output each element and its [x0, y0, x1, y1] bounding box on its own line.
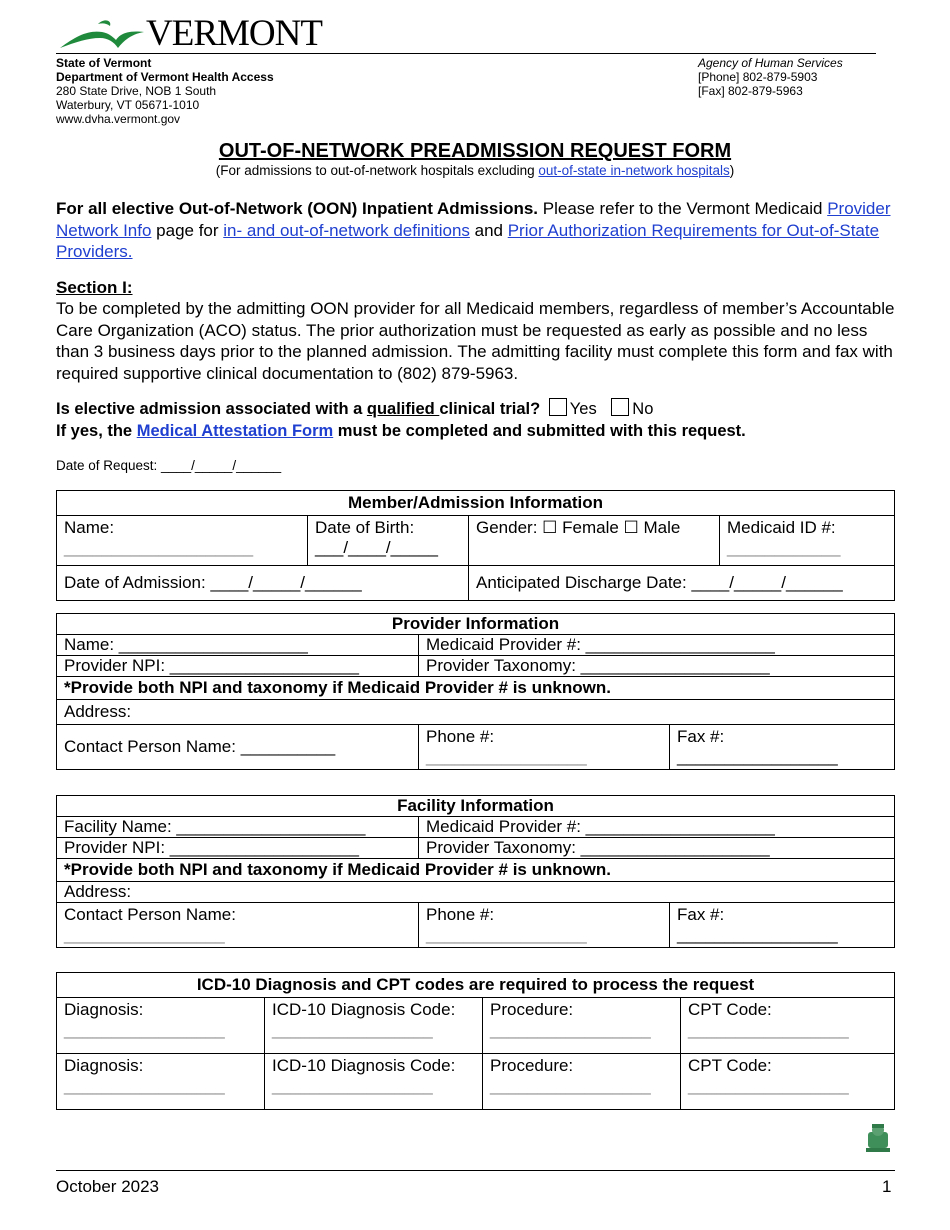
facility-taxonomy-label: Provider Taxonomy: ____________________: [426, 838, 770, 857]
clinical-trial-question: [56, 398, 746, 442]
facility-medicaid-number-field[interactable]: [419, 817, 895, 838]
provider-fax-field[interactable]: [670, 725, 895, 770]
facility-address-label: Address:: [64, 882, 132, 901]
facility-phone-label: Phone #:: [426, 905, 495, 924]
cpt-code-field-1[interactable]: [681, 998, 895, 1054]
state-seal-icon: [860, 1118, 896, 1154]
diagnosis-blank: _________________: [64, 1020, 225, 1039]
subtitle-end: ): [729, 163, 735, 178]
icd-code-blank: _________________: [272, 1020, 433, 1039]
procedure-blank: _________________: [490, 1076, 651, 1095]
intro-bold: For all elective Out-of-Network (OON) Inpatient Admissions.: [56, 199, 539, 218]
yes-checkbox[interactable]: [549, 398, 567, 416]
intro-text-1: Please refer to the Vermont Medicaid: [538, 199, 828, 218]
provider-network-info-link[interactable]: Provider Network Info: [56, 199, 891, 240]
facility-name-label: Facility Name: ____________________: [64, 817, 366, 836]
gender-field[interactable]: [469, 516, 720, 566]
website: www.dvha.vermont.gov: [56, 112, 181, 126]
facility-contact-label: Contact Person Name:: [64, 905, 236, 924]
logo-wordmark: VERMONT: [146, 13, 322, 54]
facility-medicaid-label: Medicaid Provider #: ____________________: [426, 817, 775, 836]
admission-date-field[interactable]: [57, 566, 469, 601]
agency-name: Agency of Human Services: [698, 56, 843, 70]
icd-code-blank: _________________: [272, 1076, 433, 1095]
icd-code-field-2[interactable]: [265, 1054, 483, 1110]
provider-medicaid-label: Medicaid Provider #: ____________________: [426, 635, 775, 654]
facility-phone-blank: _________________: [426, 925, 587, 944]
medicaid-id-field[interactable]: [720, 516, 895, 566]
facility-phone-field[interactable]: [419, 903, 670, 948]
subtitle-text: (For admissions to out-of-network hospitals excluding: [215, 163, 539, 178]
dob-field[interactable]: [308, 516, 469, 566]
street-address: 280 State Drive, NOB 1 South: [56, 84, 217, 98]
trial-question-text: Is elective admission associated with a: [56, 400, 367, 418]
no-checkbox[interactable]: [611, 398, 629, 416]
facility-contact-blank: _________________: [64, 925, 225, 944]
member-name-blank: ____________________: [64, 538, 254, 557]
section-text: To be completed by the admitting OON provider for all Medicaid members, regardless of member’s Accountable Care Organization (ACO) status. The prior authorization must be requested as early as possible and no less than 3 business days prior to the planned admission. The admitting facility must complete this form and fax with required supportive clinical documentation to (802) 879-5963.: [56, 299, 895, 383]
cpt-code-label: CPT Code:: [688, 1000, 772, 1019]
provider-phone-field[interactable]: [419, 725, 670, 770]
admission-date-label: Date of Admission: ____/_____/______: [64, 573, 362, 592]
provider-npi-label: Provider NPI: ____________________: [64, 656, 359, 675]
codes-table-title: ICD-10 Diagnosis and CPT codes are required to process the request: [57, 973, 895, 998]
discharge-date-field[interactable]: [469, 566, 895, 601]
intro-text-3: and: [469, 220, 508, 240]
procedure-label: Procedure:: [490, 1000, 574, 1019]
member-name-label: Name:: [64, 518, 115, 537]
cpt-code-blank: _________________: [688, 1076, 849, 1095]
cpt-code-field-2[interactable]: [681, 1054, 895, 1110]
dob-blank: ___/____/_____: [315, 538, 438, 557]
provider-taxonomy-field[interactable]: [419, 656, 895, 677]
attestation-text-end: must be completed and submitted with this request.: [333, 421, 746, 440]
footer-date: October 2023: [56, 1177, 160, 1196]
department-name: Department of Vermont Health Access: [56, 70, 274, 84]
date-of-request-field[interactable]: Date of Request: ____/_____/______: [56, 458, 282, 473]
provider-taxonomy-label: Provider Taxonomy: ____________________: [426, 656, 770, 675]
mountain-logo-icon: [58, 14, 148, 54]
facility-table-title: Facility Information: [57, 796, 895, 817]
facility-fax-field[interactable]: [670, 903, 895, 948]
provider-phone-blank: _________________: [426, 747, 587, 766]
vermont-logo: [58, 13, 322, 54]
trial-question-end: clinical trial?: [439, 400, 541, 418]
agency-contact: [698, 56, 843, 98]
in-network-hospitals-link[interactable]: out-of-state in-network hospitals: [538, 163, 730, 178]
provider-table-title: Provider Information: [57, 614, 895, 635]
provider-phone-label: Phone #:: [426, 727, 495, 746]
provider-name-label: Name: ____________________: [64, 635, 308, 654]
icd-code-label: ICD-10 Diagnosis Code:: [272, 1056, 456, 1075]
facility-name-field[interactable]: [57, 817, 419, 838]
facility-npi-note: *Provide both NPI and taxonomy if Medicaid Provider # is unknown.: [57, 859, 895, 882]
diagnosis-label: Diagnosis:: [64, 1056, 144, 1075]
facility-contact-field[interactable]: [57, 903, 419, 948]
state-name: State of Vermont: [56, 56, 152, 70]
page-number: 1: [882, 1177, 892, 1196]
section-heading: Section I:: [56, 278, 133, 297]
yes-label: Yes: [569, 400, 597, 418]
provider-address-label: Address:: [64, 702, 132, 721]
facility-info-table: [56, 795, 895, 948]
medicaid-id-label: Medicaid ID #:: [727, 518, 836, 537]
member-name-field[interactable]: [57, 516, 308, 566]
provider-contact-label: Contact Person Name: __________: [64, 737, 336, 756]
network-definitions-link[interactable]: in- and out-of-network definitions: [223, 220, 470, 240]
city-address: Waterbury, VT 05671-1010: [56, 98, 200, 112]
procedure-field-2[interactable]: [483, 1054, 681, 1110]
prior-authorization-link[interactable]: Prior Authorization Requirements for Out-of-State Providers.: [56, 220, 880, 261]
facility-taxonomy-field[interactable]: [419, 838, 895, 859]
procedure-label: Procedure:: [490, 1056, 574, 1075]
intro-text-2: page for: [151, 220, 224, 240]
provider-info-table: [56, 613, 895, 770]
cpt-code-blank: _________________: [688, 1020, 849, 1039]
agency-fax: [Fax] 802-879-5963: [698, 84, 803, 98]
form-subtitle: [0, 163, 950, 178]
form-title: OUT-OF-NETWORK PREADMISSION REQUEST FORM: [218, 140, 732, 162]
trial-question-underlined: qualified: [366, 400, 440, 418]
provider-medicaid-number-field[interactable]: [419, 635, 895, 656]
icd-code-label: ICD-10 Diagnosis Code:: [272, 1000, 456, 1019]
facility-fax-label: Fax #: _________________: [677, 905, 838, 944]
provider-npi-note: *Provide both NPI and taxonomy if Medicaid Provider # is unknown.: [57, 677, 895, 700]
agency-phone: [Phone] 802-879-5903: [698, 70, 818, 84]
provider-npi-field[interactable]: [57, 656, 419, 677]
diagnosis-field-1[interactable]: [57, 998, 265, 1054]
footer-divider: [56, 1170, 895, 1171]
diagnosis-label: Diagnosis:: [64, 1000, 144, 1019]
provider-name-field[interactable]: [57, 635, 419, 656]
procedure-blank: _________________: [490, 1020, 651, 1039]
discharge-date-label: Anticipated Discharge Date: ____/_____/______: [476, 573, 843, 592]
member-admission-table: [56, 490, 895, 601]
no-label: No: [632, 400, 654, 418]
agency-address: [56, 56, 274, 126]
icd-code-field-1[interactable]: [265, 998, 483, 1054]
dob-label: Date of Birth:: [315, 518, 415, 537]
diagnosis-blank: _________________: [64, 1076, 225, 1095]
gender-label: Gender: ☐ Female ☐ Male: [476, 518, 681, 537]
medical-attestation-form-link[interactable]: Medical Attestation Form: [136, 421, 334, 440]
facility-npi-field[interactable]: [57, 838, 419, 859]
intro-paragraph: [56, 198, 896, 263]
medicaid-id-blank: ____________: [727, 538, 841, 557]
diagnosis-field-2[interactable]: [57, 1054, 265, 1110]
member-table-title: Member/Admission Information: [57, 491, 895, 516]
provider-contact-field[interactable]: [57, 725, 419, 770]
diagnosis-codes-table: [56, 972, 895, 1110]
provider-fax-label: Fax #: _________________: [677, 727, 838, 766]
attestation-text: If yes, the: [56, 421, 137, 440]
cpt-code-label: CPT Code:: [688, 1056, 772, 1075]
facility-npi-label: Provider NPI: ____________________: [64, 838, 359, 857]
procedure-field-1[interactable]: [483, 998, 681, 1054]
facility-address-field[interactable]: [57, 882, 895, 903]
header-divider: [56, 53, 876, 54]
provider-address-field[interactable]: [57, 700, 895, 725]
